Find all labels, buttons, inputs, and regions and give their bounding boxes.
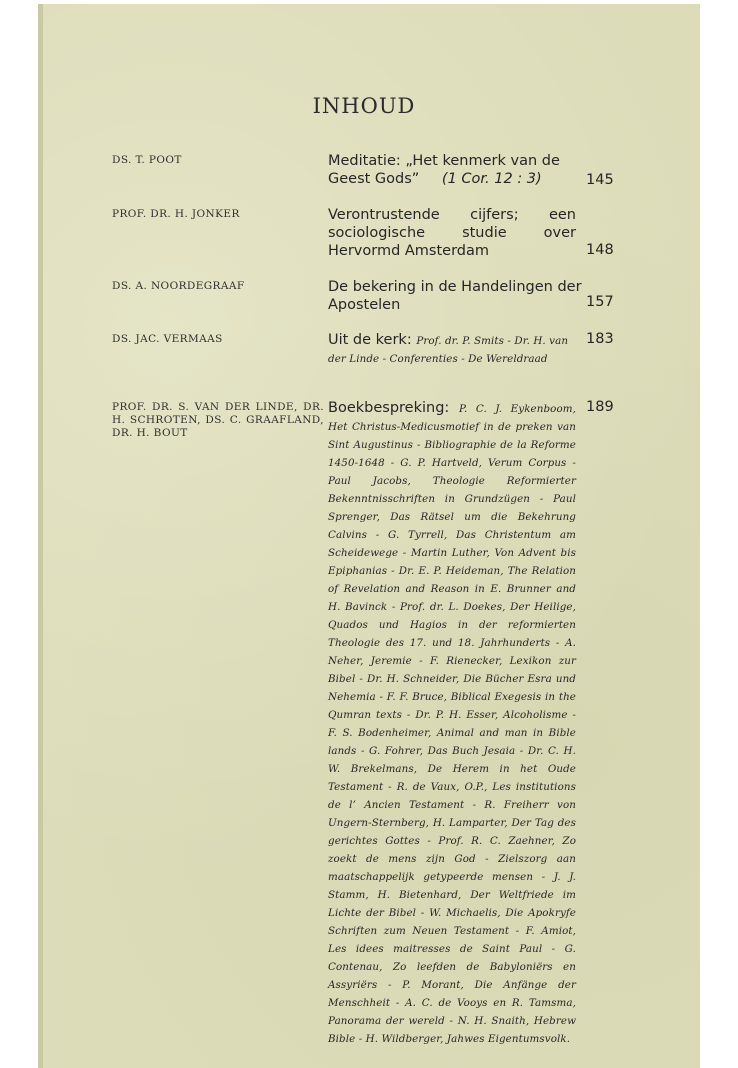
document-page: [38, 4, 700, 1068]
entry-page-number: 148: [586, 242, 614, 258]
entry-author: DS. T. POOT: [112, 154, 182, 166]
entry-topic-text: Prof. dr. P. Smits - Dr. H. van der Linde - Conferenties - De Wereldraad: [328, 335, 569, 365]
page-spine: [38, 4, 43, 1068]
entry-author: PROF. DR. H. JONKER: [112, 208, 240, 220]
entry-topic: [328, 331, 576, 367]
entry-author: DS. JAC. VERMAAS: [112, 333, 223, 345]
entry-topic: [328, 399, 576, 1047]
entry-author: DS. A. NOORDEGRAAF: [112, 280, 245, 292]
entry-section-label: Uit de kerk:: [328, 332, 412, 348]
entry-page-number: 189: [586, 399, 614, 415]
entry-topic-text: Meditatie: „Het kenmerk van de Geest Gods”: [328, 153, 560, 187]
entry-author: PROF. DR. S. VAN DER LINDE, DR. H. SCHROTEN, DS. C. GRAAFLAND, DR. H. BOUT: [112, 401, 324, 439]
page-title: INHOUD: [312, 94, 416, 118]
entry-page-number: 145: [586, 172, 614, 188]
entry-topic: De bekering in de Handelingen der Apostelen: [328, 279, 582, 313]
entry-reference: (1 Cor. 12 : 3): [441, 171, 542, 187]
entry-topic: Verontrustende cijfers; een sociologische studie over Hervormd Amsterdam: [328, 207, 576, 259]
entry-topic-text: P. C. J. Eykenboom, Het Christus-Medicusmotief in de preken van Sint Augustinus - Bibliographie de la Reforme 1450-1648 - G. P. Hartveld, Verum Corpus - Paul Jacobs, Theologie Reformierter Bekenntnisschriften in Grundzügen - Paul Sprenger, Das Rätsel um die Bekehrung Calvins - G. Tyrrell, Das Christentum am Scheidewege - Martin Luther, Von Advent bis Epiphanias - Dr. E. P. Heideman, The Relation of Revelation and Reason in E. Brunner and H. Bavinck - Prof. dr. L. Doekes, Der Heilige, Quados und Hagios in der reformierten Theologie des 17. und 18. Jahrhunderts - A. Neher, Jeremie - F. Rienecker, Lexikon zur Bibel - Dr. H. Schneider, Die Bücher Esra und Nehemia - F. F. Bruce, Biblical Exegesis in the Qumran texts - Dr. P. H. Esser, Alcoholisme - F. S. Bodenheimer, Animal and man in Bible lands - G. Fohrer, Das Buch Jesaia - Dr. C. H. W. Brekelmans, De Herem in het Oude Testament - R. de Vaux, O.P., Les institutions de l’ Ancien Testament - R. Freiherr von Ungern-Sternberg, H. Lamparter, Der Tag des gerichtes Gottes - Prof. R. C. Zaehner, Zo zoekt de mens zijn God - Zielszorg aan maatschappelijk getypeerde mensen - J. J. Stamm, H. Bietenhard, Der Weltfriede im Lichte der Bibel - W. Michaelis, Die Apokryfe Schriften zum Neuen Testament - F. Amiot, Les idees maitresses de Saint Paul - G. Contenau, Zo leefden de Babyloniërs en Assyriërs - P. Morant, Die Anfänge der Menschheit - A. C. de Vooys en R. Tamsma, Panorama der wereld - N. H. Snaith, Hebrew Bible - H. Wildberger, Jahwes Eigentumsvolk.: [328, 403, 577, 1045]
entry-section-label: Boekbespreking:: [328, 400, 450, 416]
entry-topic: [328, 152, 588, 188]
entry-page-number: 157: [586, 294, 614, 310]
entry-page-number: 183: [586, 331, 614, 347]
